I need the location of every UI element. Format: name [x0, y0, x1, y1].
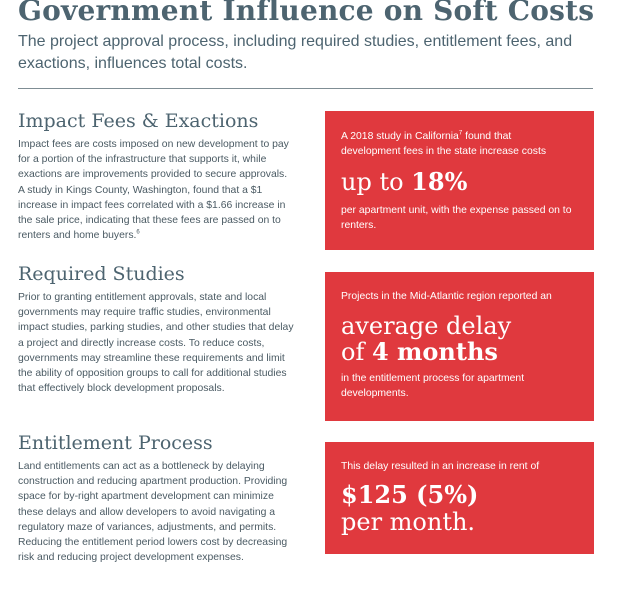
body-impact-fees: [18, 137, 294, 243]
callout-rent-stat-value: $125 (5%): [341, 480, 479, 509]
footnote-marker: 7: [458, 130, 463, 137]
callout-fee-study-intro: [341, 129, 573, 159]
callout-delay-outro: in the entitlement process for apartment developments.: [341, 373, 525, 399]
callout-rent-stat-line2: per month.: [341, 508, 476, 536]
callout-fee-study-outro: per apartment unit, with the expense passed on to renters.: [341, 205, 572, 231]
body-entitlement-process: Land entitlements can act as a bottleneck by delaying construction and reducing apartment production. Providing space for by-right apartment development can minimize these delays and allow developers to avoid navigating a regulatory maze of variances, adjustments, and permits. Reducing the entitlement period lowers cost by decreasing risk and reducing project development expenses.: [18, 461, 288, 564]
callout-delay-stat-prefix: of: [341, 338, 372, 366]
page-subtitle: The project approval process, including required studies, entitlement fees, and exactions, influences total costs.: [18, 33, 573, 72]
callout-delay-stat-line2: [341, 339, 498, 365]
divider: [18, 88, 593, 89]
callout-rent-intro: This delay resulted in an increase in rent of: [341, 461, 540, 472]
callout-delay-stat-line1: average delay: [341, 312, 512, 340]
callout-fee-study-stat-value: 18%: [411, 167, 468, 196]
callout-delay-stat-value: 4 months: [371, 337, 498, 366]
heading-entitlement-process: Entitlement Process: [18, 432, 213, 454]
callout-fee-study-intro-b: found that development fees in the state increase costs: [341, 131, 547, 157]
callout-delay-intro: Projects in the Mid-Atlantic region reported an: [341, 291, 552, 302]
callout-rent-stat-line1: [341, 482, 478, 508]
callout-fee-study: [325, 111, 594, 250]
body-required-studies: Prior to granting entitlement approvals, state and local governments may require traffic studies, environmental impact studies, parking studies, and other studies that delay a project and directly increase costs. To reduce costs, governments may streamline these requirements and limit the ability of opposition groups to call for additional studies that effectively block development proposals.: [18, 292, 294, 395]
heading-impact-fees: Impact Fees & Exactions: [18, 110, 259, 132]
body-impact-fees-text: Impact fees are costs imposed on new development to pay for a portion of the infrastructure that supports it, while exactions are improvements provided to secure approvals. A study in Kings County, Washington, found that a $1 increase in impact fees correlated with a $1.66 increase in the sale price, indicating that these fees are passed on to renters and home buyers.: [18, 139, 289, 242]
heading-required-studies: Required Studies: [18, 263, 185, 285]
callout-fee-study-intro-a: A 2018 study in California: [341, 131, 459, 142]
callout-rent-increase: [325, 442, 594, 554]
callout-fee-study-stat-prefix: up to: [341, 168, 412, 196]
footnote-marker: 6: [136, 229, 140, 236]
page-title: Government Influence on Soft Costs: [18, 0, 595, 27]
callout-delay: [325, 272, 594, 421]
callout-fee-study-stat: [341, 169, 467, 195]
